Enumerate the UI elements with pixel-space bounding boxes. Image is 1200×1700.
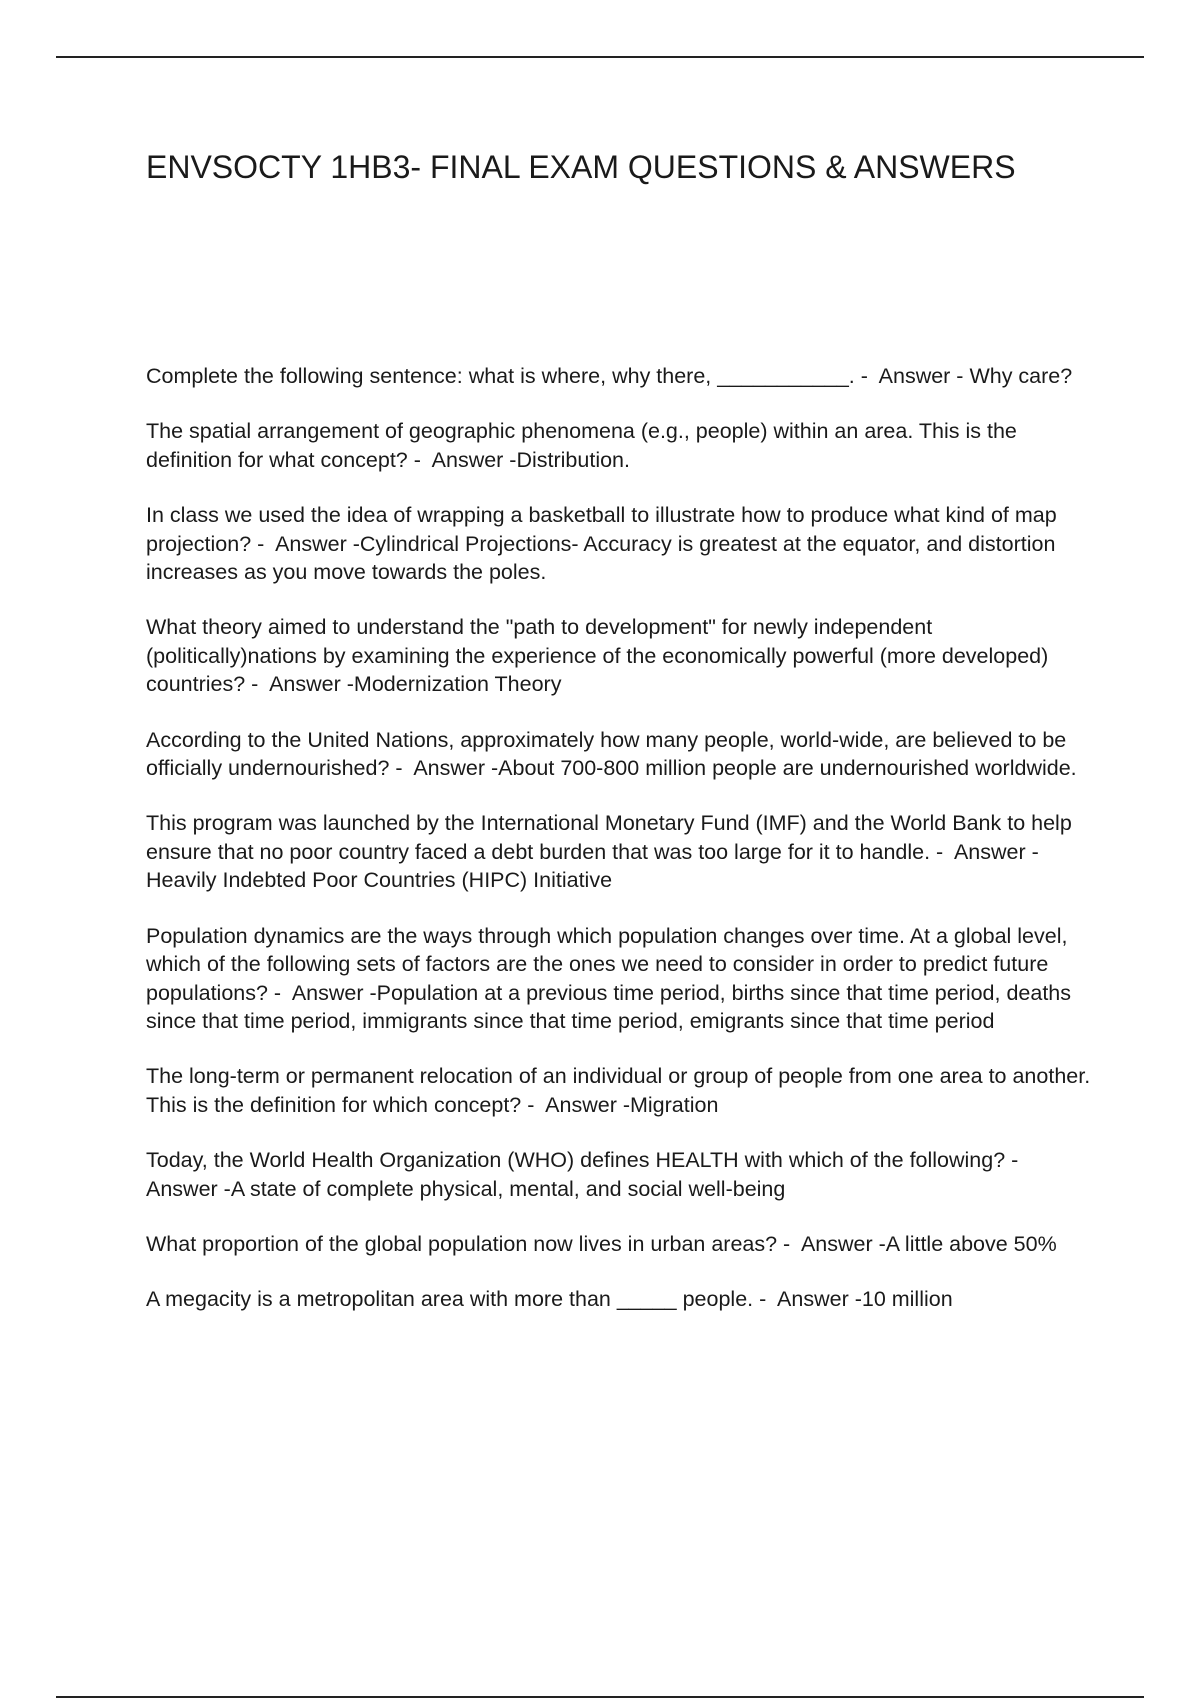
answer-text: Modernization Theory (353, 672, 562, 697)
question-text: This program was launched by the International Monetary Fund (IMF) and the World Bank to help ensure that no poor country faced a debt burden that was too large for it to handle. (146, 811, 1078, 864)
answer-separator: - Answer - (753, 1287, 862, 1312)
answer-separator: - Answer - (251, 531, 360, 556)
qa-item (146, 1285, 1096, 1313)
question-text: Population dynamics are the ways through which population changes over time. At a global level, which of the following sets of factors are the ones we need to consider in order to predict future populations? (146, 923, 1074, 1005)
answer-text: About 700-800 million people are undernourished worldwide. (498, 756, 1077, 781)
question-text: The long-term or permanent relocation of an individual or group of people from one area to another. This is the definition for which concept? (146, 1064, 1096, 1117)
qa-item (146, 362, 1096, 390)
bottom-rule (56, 1696, 1144, 1698)
answer-separator: - Answer - (245, 672, 354, 697)
qa-item (146, 1146, 1096, 1203)
answer-separator: - Answer - (521, 1092, 630, 1117)
qa-item (146, 501, 1096, 586)
question-text: In class we used the idea of wrapping a basketball to illustrate how to produce what kind of map projection? (146, 503, 1063, 556)
answer-separator: - Answer - (777, 1231, 886, 1256)
answer-separator: - Answer - (407, 447, 517, 472)
answer-separator: - Answer - (146, 1148, 1030, 1201)
question-text: What proportion of the global population now lives in urban areas? (146, 1231, 778, 1256)
qa-item (146, 613, 1096, 698)
answer-text: A little above 50% (885, 1231, 1057, 1256)
question-text: Complete the following sentence: what is where, why there, ___________. (146, 364, 855, 388)
qa-item (146, 417, 1096, 474)
answer-separator: - Answer - (854, 364, 964, 388)
qa-item (146, 726, 1096, 783)
answer-text: 10 million (861, 1287, 953, 1312)
answer-text: Population at a previous time period, births since that time period, deaths since that time period, immigrants since that time period, emigrants since that time period (146, 980, 1078, 1033)
answer-text: Distribution. (516, 447, 630, 472)
question-text: The spatial arrangement of geographic phenomena (e.g., people) within an area. This is the definition for what concept? (146, 419, 1023, 472)
answer-text: Why care? (969, 364, 1073, 388)
answer-separator: - Answer - (930, 839, 1039, 864)
document-title: ENVSOCTY 1HB3- FINAL EXAM QUESTIONS & ANSWERS (146, 149, 1016, 185)
answer-separator: - Answer - (267, 980, 377, 1005)
qa-item (146, 1062, 1096, 1119)
answer-text: Migration (629, 1092, 719, 1117)
answer-separator: - Answer - (389, 756, 499, 781)
answer-text: A state of complete physical, mental, and social well-being (230, 1176, 786, 1201)
qa-item (146, 1230, 1096, 1258)
question-text: Today, the World Health Organization (WHO) defines HEALTH with which of the following? (146, 1148, 1006, 1173)
question-text: What theory aimed to understand the "path to development" for newly independent (politically)nations by examining the experience of the economically powerful (more developed) countries? (146, 615, 1055, 697)
qa-list (146, 362, 1096, 1341)
top-rule (56, 56, 1144, 58)
qa-item (146, 809, 1096, 894)
answer-text: Cylindrical Projections- Accuracy is greatest at the equator, and distortion increases as you move towards the poles. (146, 531, 1062, 585)
qa-item (146, 922, 1096, 1036)
question-text: According to the United Nations, approximately how many people, world-wide, are believed to be officially undernourished? (146, 727, 1073, 781)
answer-text: Heavily Indebted Poor Countries (HIPC) Initiative (146, 868, 613, 893)
question-text: A megacity is a metropolitan area with more than _____ people. (146, 1287, 754, 1312)
